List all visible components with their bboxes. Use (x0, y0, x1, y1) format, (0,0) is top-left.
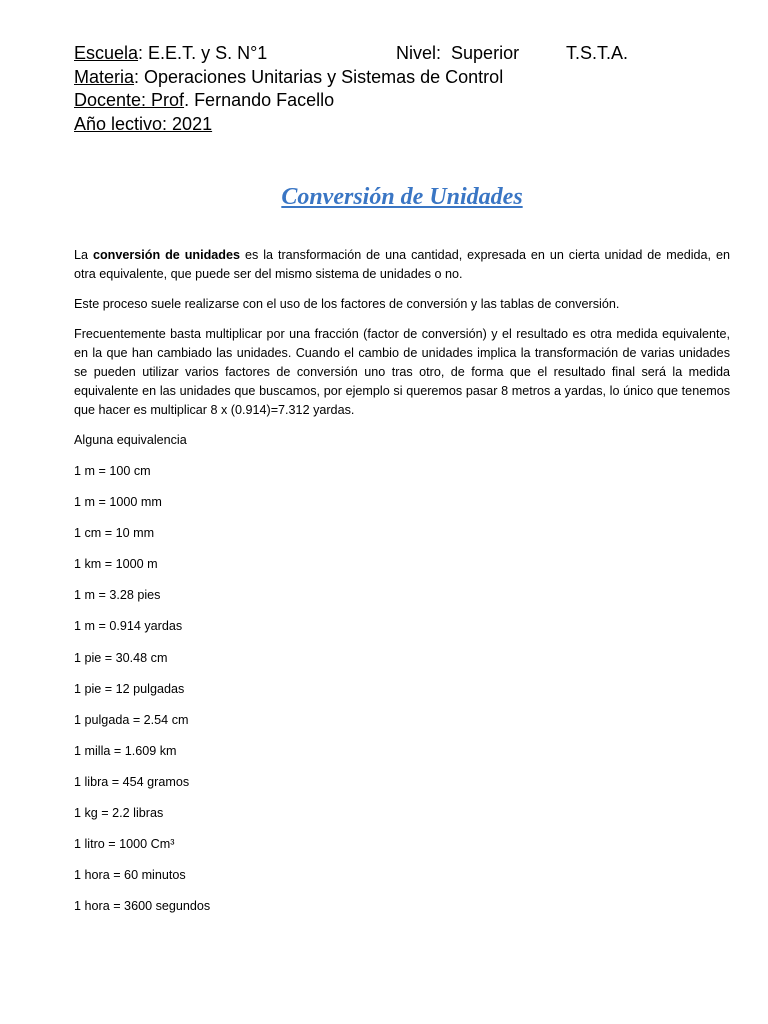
document-title: Conversión de Unidades (281, 184, 523, 210)
paragraph-example: Frecuentemente basta multiplicar por una fracción (factor de conversión) y el resultado es otra medida equivalente, en la que han cambiado las unidades. Cuando el cambio de unidades implica la transformación de varias unidades se pueden utilizar varios factores de conversión uno tras otro, de forma que el resultado final será la medida equivalente en las unidades que buscamos, por ejemplo si queremos pasar 8 metros a yardas, lo único que tenemos que hacer es multiplicar 8 x (0.914)=7.312 yardas. (74, 327, 730, 417)
equivalence-item: 1 m = 1000 mm (74, 495, 162, 510)
equivalence-item: 1 kg = 2.2 libras (74, 806, 164, 821)
equivalence-item: 1 m = 3.28 pies (74, 588, 161, 603)
header-teacher-line (74, 89, 694, 113)
equivalence-item: 1 hora = 3600 segundos (74, 899, 211, 914)
paragraph-process: Este proceso suele realizarse con el uso de los factores de conversión y las tablas de conversión. (74, 297, 620, 311)
header-year-line (74, 113, 694, 137)
teacher-value: . Fernando Facello (184, 90, 335, 110)
paragraph-definition (74, 246, 730, 284)
school-label: Escuela (74, 43, 139, 63)
definition-rest: es la transformación de una cantidad, expresada en un cierta unidad de medida, en otra equivalente, que puede ser del mismo sistema de unidades o no. (74, 248, 730, 281)
equivalence-item: 1 m = 0.914 yardas (74, 619, 183, 634)
subject-label: Materia (74, 66, 135, 87)
school-value: : E.E.T. y S. N°1 (138, 43, 268, 63)
equivalence-item: 1 hora = 60 minutos (74, 868, 186, 883)
equivalences-heading: Alguna equivalencia (74, 433, 187, 447)
equivalence-item: 1 milla = 1.609 km (74, 743, 177, 758)
level-value: Superior (451, 43, 520, 63)
equivalence-item: 1 cm = 10 mm (74, 526, 155, 541)
equivalence-item: 1 pulgada = 2.54 cm (74, 712, 189, 727)
level-label: Nivel: (396, 43, 442, 63)
equivalence-item: 1 litro = 1000 Cm³ (74, 837, 175, 852)
header-school-line (74, 42, 694, 66)
equivalence-item: 1 pie = 12 pulgadas (74, 681, 185, 696)
subject-value: : Operaciones Unitarias y Sistemas de Control (134, 66, 504, 87)
document-body (74, 246, 730, 928)
level-group (396, 42, 519, 66)
equivalence-list (74, 462, 730, 928)
header-subject-line (74, 66, 694, 90)
teacher-label: Docente: Prof (74, 90, 185, 110)
equivalence-item: 1 libra = 454 gramos (74, 774, 190, 789)
equivalence-item: 1 pie = 30.48 cm (74, 650, 168, 665)
year-label: Año lectivo: 2021 (74, 113, 213, 134)
course-code: T.S.T.A. (566, 43, 629, 63)
definition-start: La (74, 248, 93, 262)
equivalence-item: 1 km = 1000 m (74, 557, 158, 572)
definition-term: conversión de unidades (92, 248, 241, 262)
equivalence-item: 1 m = 100 cm (74, 464, 151, 478)
document-header (74, 42, 694, 136)
